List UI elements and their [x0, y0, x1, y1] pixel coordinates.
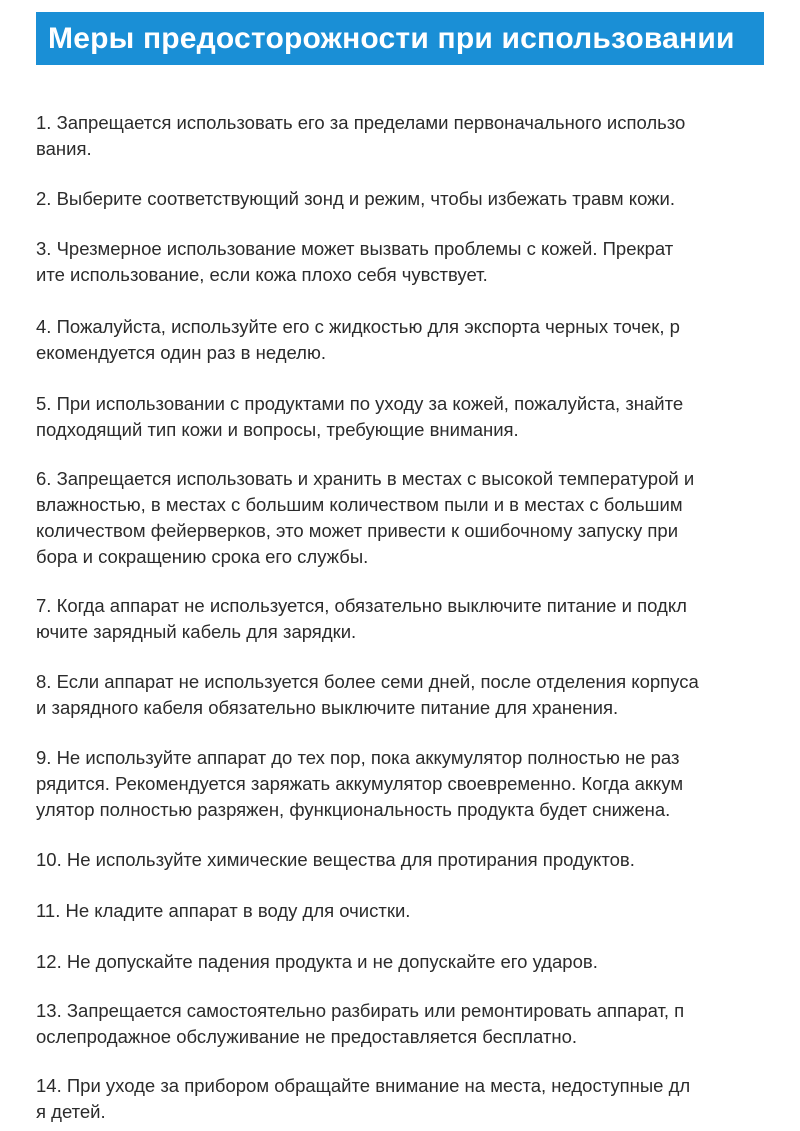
list-item-line: улятор полностью разряжен, функциональность продукта будет снижена.	[36, 799, 671, 820]
list-item-line: и зарядного кабеля обязательно выключите питание для хранения.	[36, 697, 619, 718]
list-item-line: количеством фейерверков, это может привести к ошибочному запуску при	[36, 520, 679, 541]
list-item	[36, 110, 771, 162]
list-item-line: я детей.	[36, 1101, 106, 1122]
list-item-line: вания.	[36, 138, 92, 159]
list-item	[36, 847, 771, 873]
list-item-line: 12. Не допускайте падения продукта и не допускайте его ударов.	[36, 951, 598, 972]
list-item-line: 3. Чрезмерное использование может вызвать проблемы с кожей. Прекрат	[36, 238, 674, 259]
list-item-line: 9. Не используйте аппарат до тех пор, пока аккумулятор полностью не раз	[36, 747, 680, 768]
list-item-line: бора и сокращению срока его службы.	[36, 546, 369, 567]
list-item-line: влажностью, в местах с большим количеством пыли и в местах с большим	[36, 494, 683, 515]
list-item-line: ите использование, если кожа плохо себя чувствует.	[36, 264, 488, 285]
list-item-line: 4. Пожалуйста, используйте его с жидкостью для экспорта черных точек, р	[36, 316, 680, 337]
list-item	[36, 236, 771, 288]
list-item-line: ослепродажное обслуживание не предоставляется бесплатно.	[36, 1026, 578, 1047]
list-item	[36, 669, 771, 721]
list-item	[36, 1073, 771, 1125]
list-item-line: 5. При использовании с продуктами по уходу за кожей, пожалуйста, знайте	[36, 393, 684, 414]
list-item-line: рядится. Рекомендуется заряжать аккумулятор своевременно. Когда аккум	[36, 773, 684, 794]
list-item-line: 14. При уходе за прибором обращайте внимание на места, недоступные дл	[36, 1075, 691, 1096]
page-title: Меры предосторожности при использовании	[48, 21, 735, 55]
list-item-line: 11. Не кладите аппарат в воду для очистки.	[36, 900, 411, 921]
list-item-line: екомендуется один раз в неделю.	[36, 342, 326, 363]
list-item	[36, 898, 771, 924]
list-item-line: 2. Выберите соответствующий зонд и режим, чтобы избежать травм кожи.	[36, 188, 675, 209]
list-item	[36, 745, 771, 823]
list-item-line: ючите зарядный кабель для зарядки.	[36, 621, 357, 642]
list-item-line: 13. Запрещается самостоятельно разбирать или ремонтировать аппарат, п	[36, 1000, 685, 1021]
list-item	[36, 949, 771, 975]
list-item	[36, 186, 771, 212]
list-item-line: 7. Когда аппарат не используется, обязательно выключите питание и подкл	[36, 595, 687, 616]
list-item	[36, 998, 771, 1050]
list-item-line: подходящий тип кожи и вопросы, требующие внимания.	[36, 419, 519, 440]
list-item-line: 1. Запрещается использовать его за пределами первоначального использо	[36, 112, 686, 133]
list-item-line: 8. Если аппарат не используется более семи дней, после отделения корпуса	[36, 671, 699, 692]
list-item-line: 6. Запрещается использовать и хранить в местах с высокой температурой и	[36, 468, 695, 489]
list-item-line: 10. Не используйте химические вещества для протирания продуктов.	[36, 849, 635, 870]
list-item	[36, 314, 771, 366]
list-item	[36, 391, 771, 443]
list-item	[36, 466, 771, 570]
list-item	[36, 593, 771, 645]
title-banner	[36, 12, 764, 65]
